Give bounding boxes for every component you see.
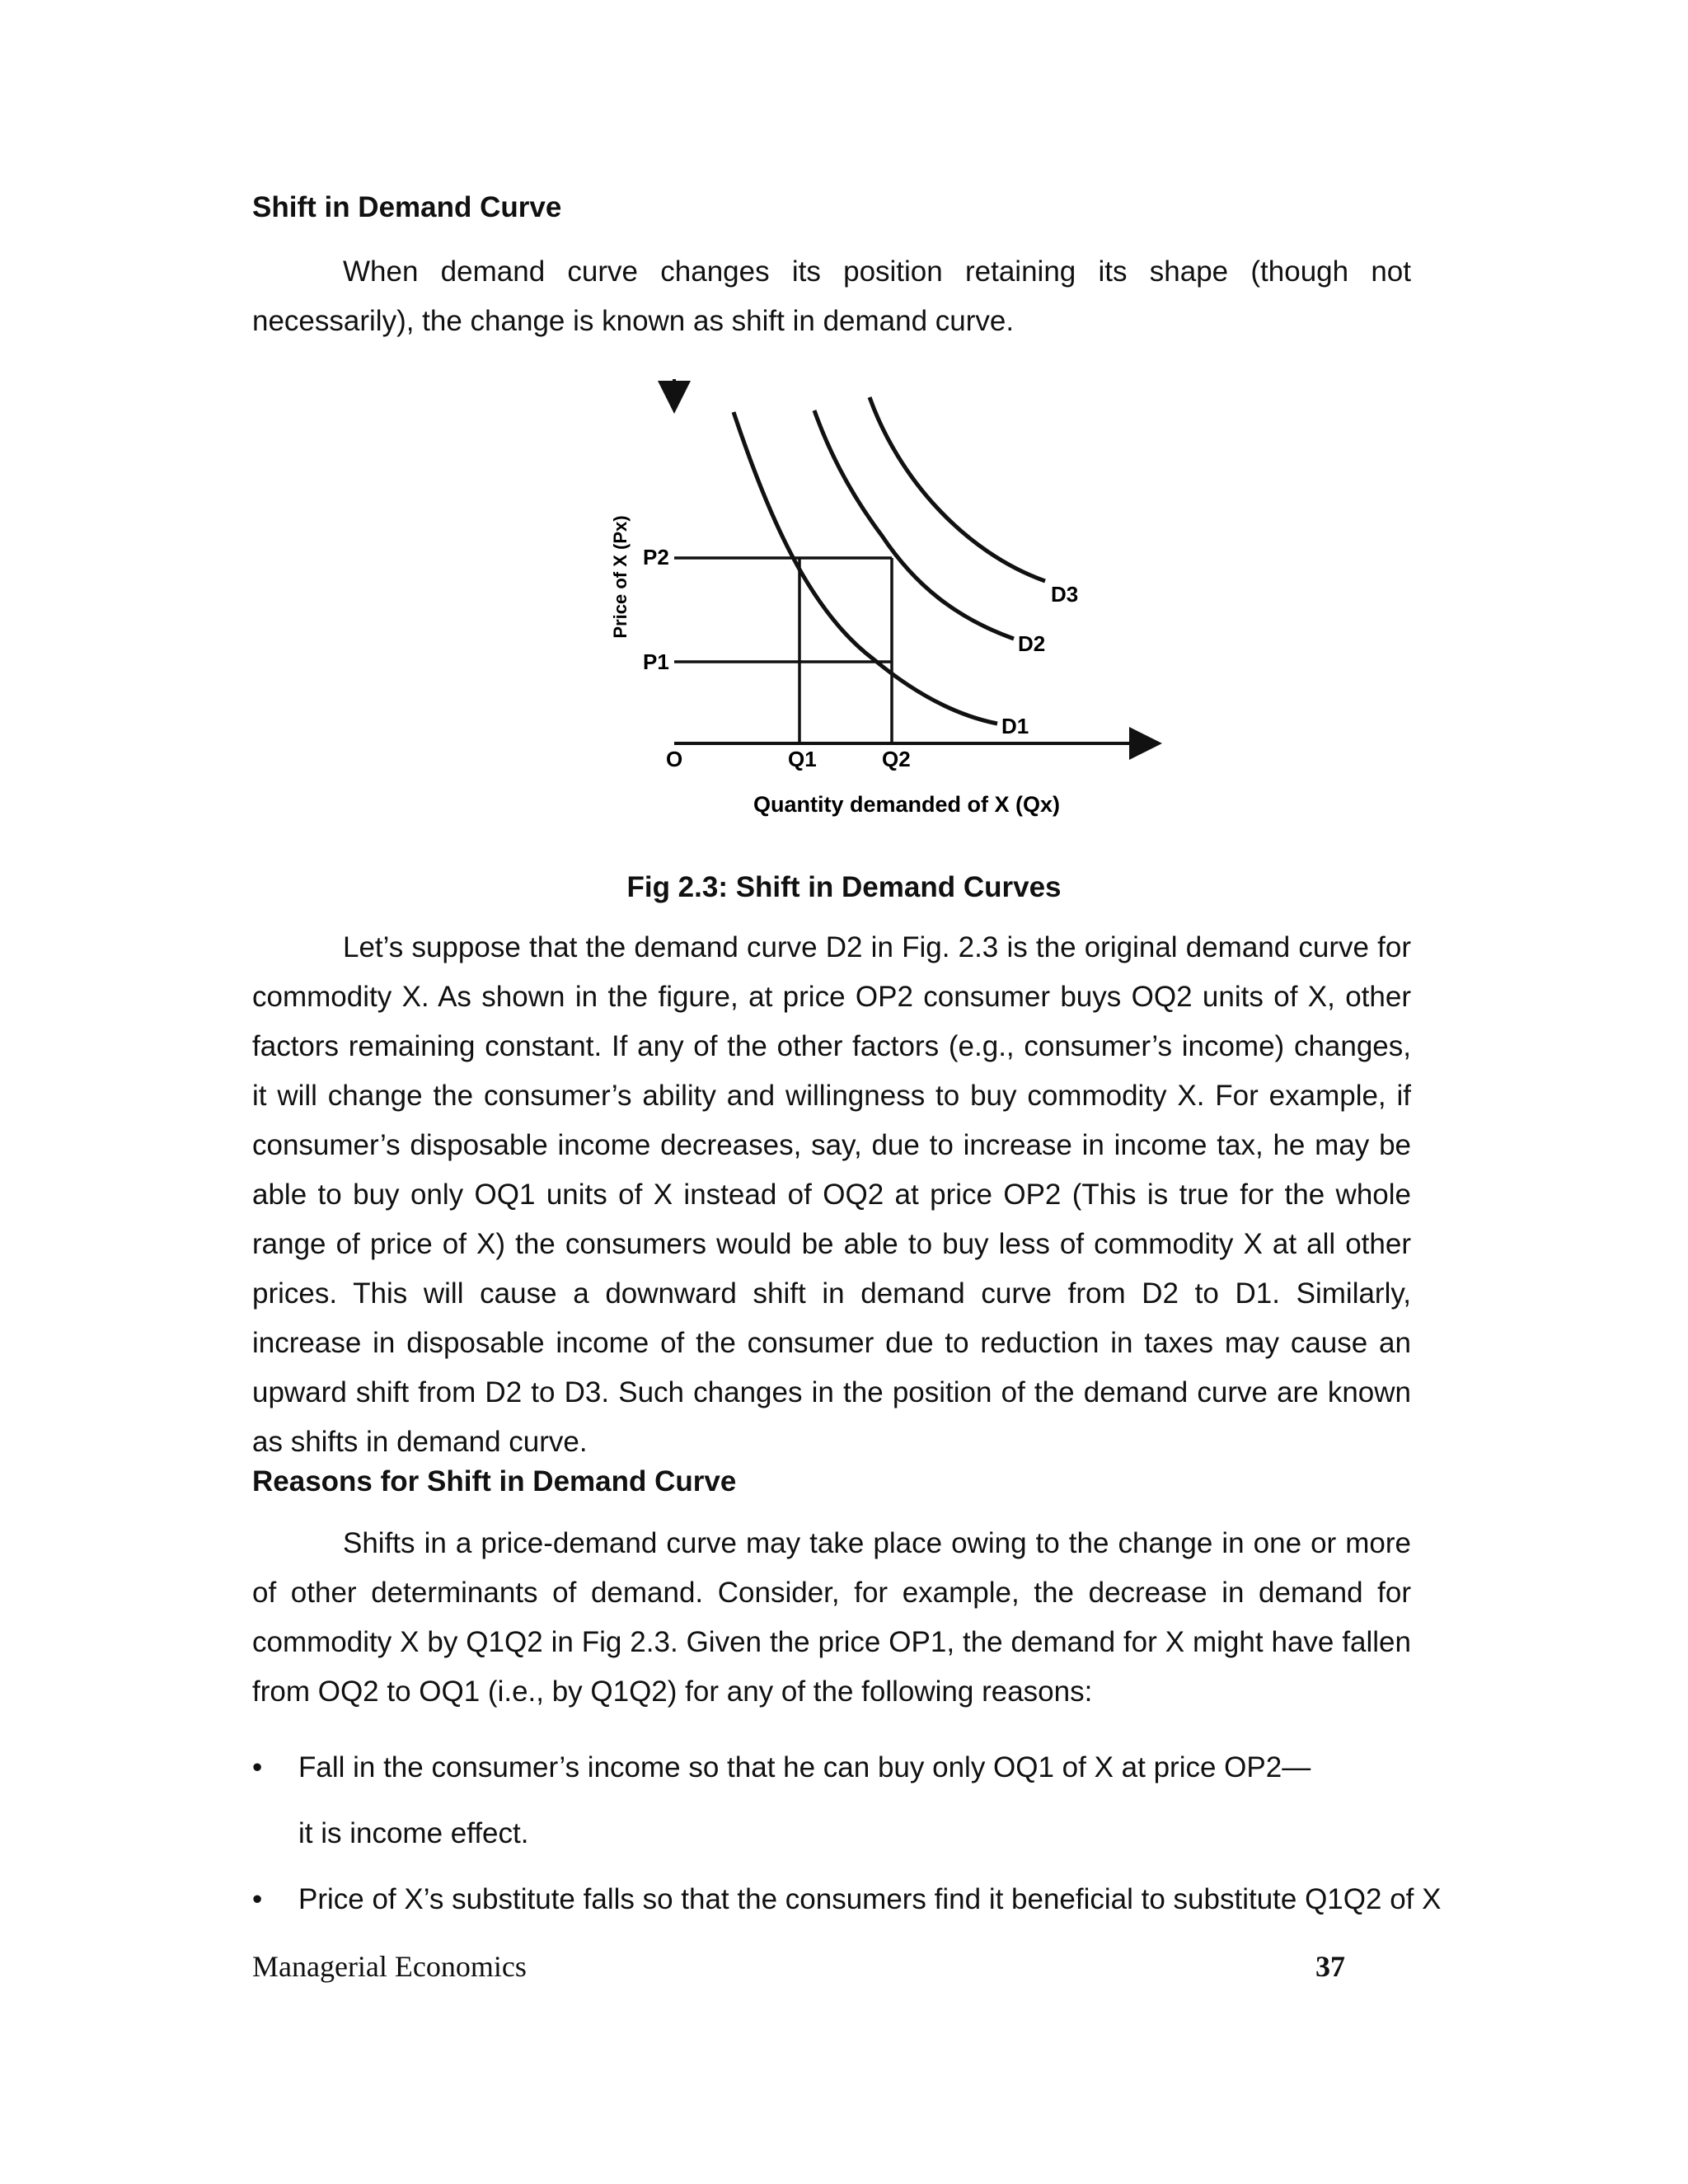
figure-caption: Fig 2.3: Shift in Demand Curves — [626, 871, 1062, 903]
explanation-paragraph-text: Let’s suppose that the demand curve D2 in Fig. 2.3 is the original demand curve for commodity X. As shown in the figure, at price OP2 consumer buys OQ2 units of X, other factors remaining constant. If any of the other factors (e.g., consumer’s income) changes, it will change the consumer’s ability and willingness to buy commodity X. For example, if consumer’s disposable income decreases, say, due to increase in income tax, he may be able to buy only OQ1 units of X instead of OQ2 at price OP2 (This is true for the whole range of price of X) the consumers would be able to buy less of commodity X at all other prices. This will cause a downward shift in demand curve from D2 to D1. Similarly, increase in disposable income of the consumer due to reduction in taxes may cause an upward shift from D2 to D3. Such changes in the position of the demand curve are known as shifts in demand curve. — [252, 931, 1411, 1458]
x-axis-label: Quantity demanded of X (Qx) — [753, 792, 1061, 817]
section-heading-shift: Shift in Demand Curve — [252, 191, 562, 223]
label-p2: P2 — [643, 545, 669, 569]
demand-curve-d1 — [734, 412, 997, 724]
demand-curve-d2 — [814, 410, 1014, 639]
reasons-paragraph-text: Shifts in a price-demand curve may take place owing to the change in one or more of other determinants of demand. Consider, for example, the decrease in demand for commodity X by Q1Q2 in Fig 2.3. Given the price OP1, the demand for X might have fallen from OQ2 to OQ1 (i.e., by Q1Q2) for any of the following reasons: — [252, 1527, 1411, 1708]
label-d2: D2 — [1018, 631, 1046, 656]
intro-paragraph-text: When demand curve changes its position retaining its shape (though not necessarily), the change is known as shift in demand curve. — [252, 255, 1411, 337]
bullet-text: Price of X’s substitute falls so that the consumers find it beneficial to substitute Q1Q2 of X — [298, 1883, 1442, 1915]
bullet-text-continuation: it is income effect. — [298, 1817, 529, 1849]
y-axis-label: Price of X (Px) — [610, 515, 631, 639]
reasons-paragraph — [252, 1519, 1411, 1717]
bullet-dot: • — [252, 1883, 263, 1915]
bullet-dot: • — [252, 1751, 263, 1783]
label-p1: P1 — [643, 649, 669, 674]
label-d1: D1 — [1001, 714, 1029, 738]
footer-book-title: Managerial Economics — [252, 1950, 527, 1983]
intro-paragraph — [252, 247, 1411, 346]
explanation-paragraph — [252, 923, 1411, 1467]
label-q1: Q1 — [788, 747, 817, 771]
label-origin: O — [666, 747, 683, 771]
label-d3: D3 — [1051, 582, 1079, 607]
section-heading-reasons: Reasons for Shift in Demand Curve — [252, 1465, 737, 1497]
demand-shift-figure — [602, 379, 1162, 841]
footer-page-number: 37 — [1315, 1950, 1345, 1983]
bullet-text: Fall in the consumer’s income so that he can buy only OQ1 of X at price OP2— — [298, 1751, 1311, 1783]
label-q2: Q2 — [882, 747, 911, 771]
